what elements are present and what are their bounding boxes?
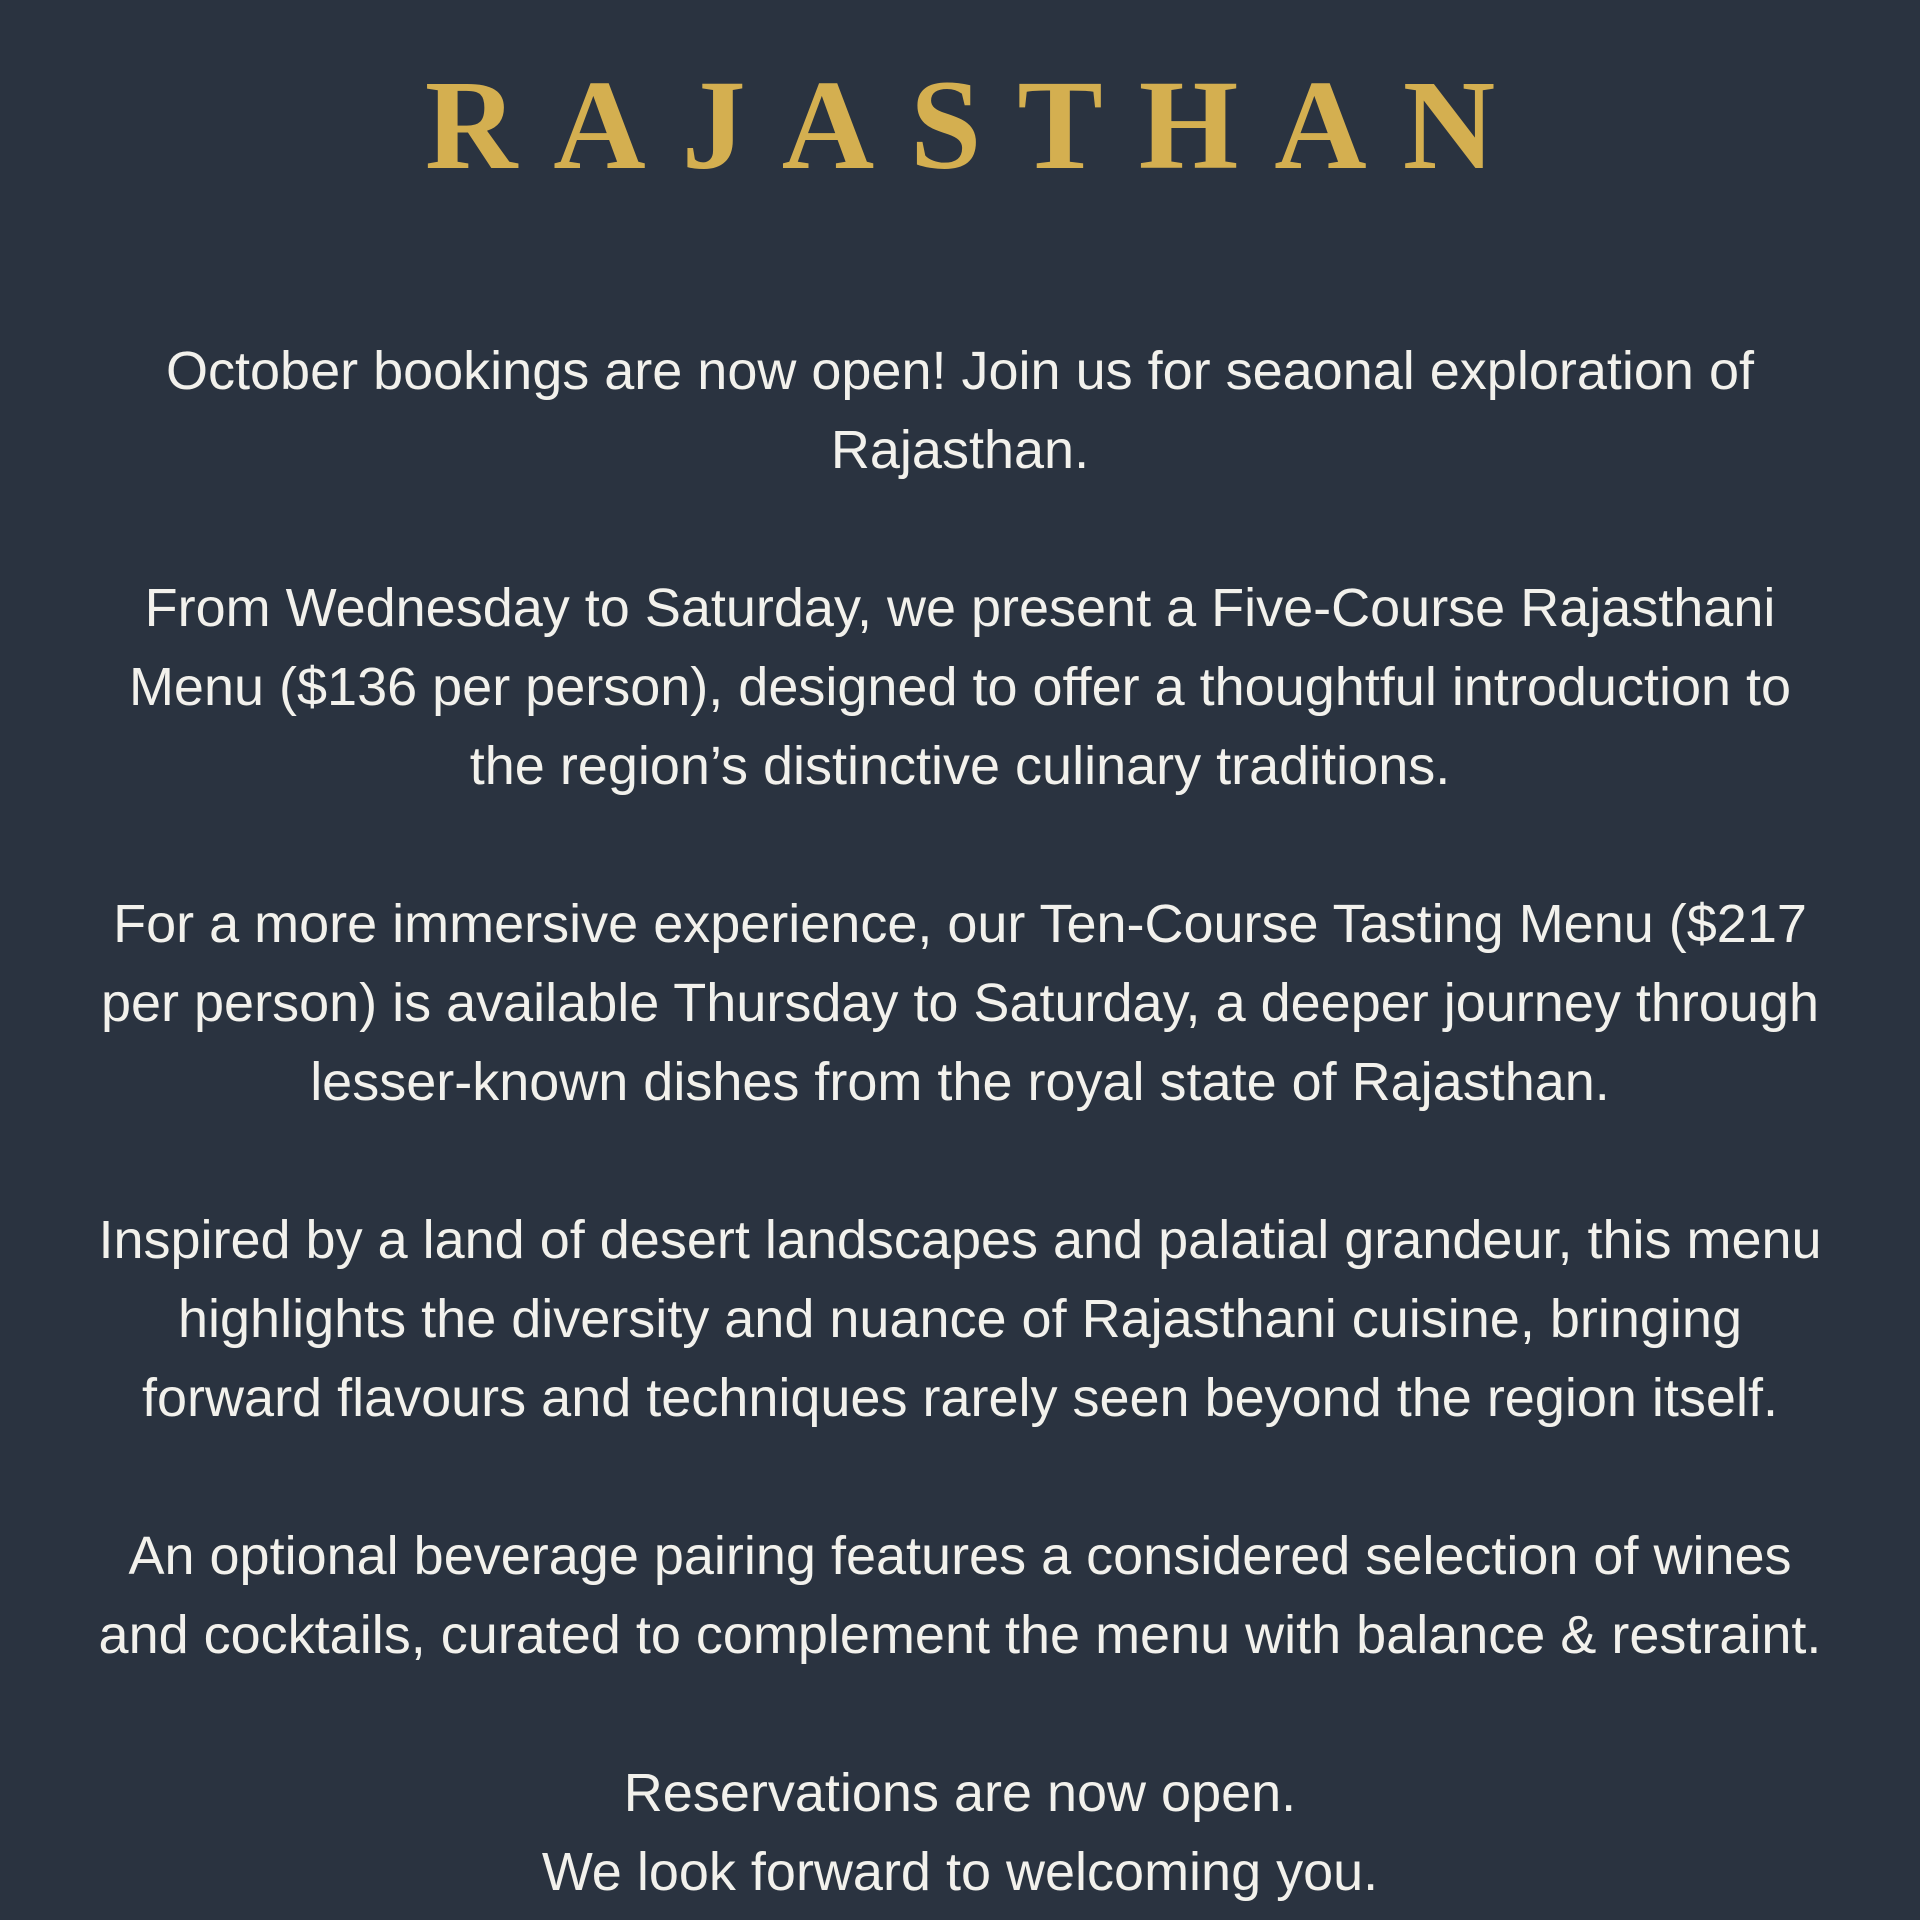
paragraph-five-course-menu: From Wednesday to Saturday, we present a Five-Course Rajasthani Menu ($136 per person), designed to offer a thoughtful introduction to the region’s distinctive culinary traditions. bbox=[128, 578, 1792, 796]
paragraph-beverage-pairing: An optional beverage pairing features a considered selection of wines and cocktails, curated to complement the menu with balance & restraint. bbox=[98, 1526, 1822, 1665]
announcement-body bbox=[70, 332, 1850, 1912]
paragraph-menu-inspiration: Inspired by a land of desert landscapes and palatial grandeur, this menu highlights the diversity and nuance of Rajasthani cuisine, bringing forward flavours and techniques rarely seen beyond the region itself. bbox=[98, 1210, 1822, 1428]
closing-line-welcome: We look forward to welcoming you. bbox=[541, 1842, 1379, 1902]
closing-line-reservations: Reservations are now open. bbox=[623, 1763, 1297, 1823]
page-title: RAJASTHAN bbox=[424, 54, 1532, 196]
closing-block bbox=[70, 1754, 1850, 1912]
paragraph-ten-course-menu: For a more immersive experience, our Ten-Course Tasting Menu ($217 per person) is available Thursday to Saturday, a deeper journey through lesser-known dishes from the royal state of Rajasthan. bbox=[100, 894, 1820, 1112]
paragraph-bookings-open: October bookings are now open! Join us for seaonal exploration of Rajasthan. bbox=[166, 341, 1754, 480]
